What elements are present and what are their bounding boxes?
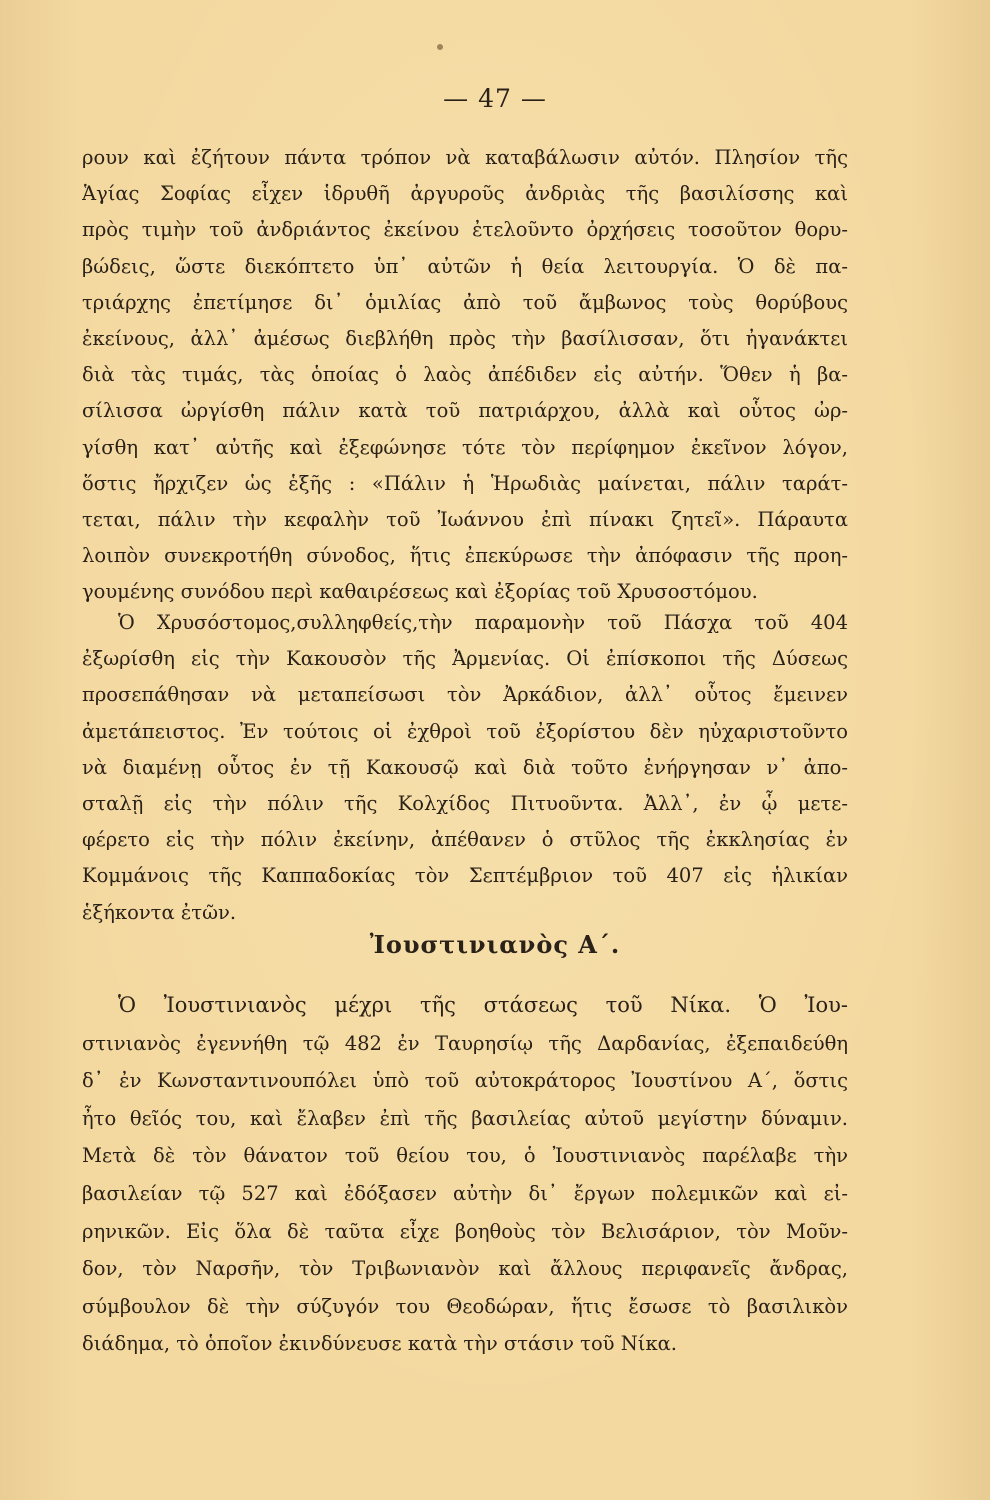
paragraph-chrysostom-exile [82, 605, 848, 931]
text-line: γίσθη κατ᾽ αὐτῆς καὶ ἐξεφώνησε τότε τὸν περίφημον ἐκεῖνον λόγον, [82, 435, 848, 459]
text-line: φέρετο εἰς τὴν πόλιν ἐκείνην, ἀπέθανεν ὁ στῦλος τῆς ἐκκλησίας ἐν [82, 828, 848, 852]
text-line: τριάρχης ἐπετίμησε δι᾽ ὁμιλίας ἀπὸ τοῦ ἄμβωνος τοὺς θορύβους [82, 290, 848, 314]
text-line: τεται, πάλιν τὴν κεφαλὴν τοῦ Ἰωάννου ἐπὶ πίνακι ζητεῖ». Πάραυτα [82, 507, 848, 531]
text-line: ἀμετάπειστος. Ἐν τούτοις οἱ ἐχθροὶ τοῦ ἐξορίστου δὲν ηὐχαριστοῦντο [82, 719, 848, 743]
text-line: διάδημα, τὸ ὁποῖον ἐκινδύνευσε κατὰ τὴν στάσιν τοῦ Νίκα. [82, 1332, 677, 1356]
text-line: ἑξήκοντα ἐτῶν. [82, 900, 237, 924]
text-line: Κομμάνοις τῆς Καππαδοκίας τὸν Σεπτέμβριον τοῦ 407 εἰς ἡλικίαν [82, 864, 848, 888]
text-line: Ὁ Ἰουστινιανὸς μέχρι τῆς στάσεως τοῦ Νίκα. Ὁ Ἰου- [118, 993, 848, 1017]
text-line: δον, τὸν Ναρσῆν, τὸν Τριβωνιανὸν καὶ ἄλλους περιφανεῖς ἄνδρας, [82, 1257, 848, 1281]
text-line: ἦτο θεῖός του, καὶ ἔλαβεν ἐπὶ τῆς βασιλείας αὐτοῦ μεγίστην δύναμιν. [82, 1106, 848, 1130]
ink-spot [437, 44, 443, 50]
text-line: Μετὰ δὲ τὸν θάνατον τοῦ θείου του, ὁ Ἰουστινιανὸς παρέλαβε τὴν [82, 1144, 848, 1168]
text-line: γουμένης συνόδου περὶ καθαιρέσεως καὶ ἐξορίας τοῦ Χρυσοστόμου. [82, 580, 758, 604]
text-line: λοιπὸν συνεκροτήθη σύνοδος, ἥτις ἐπεκύρωσε τὴν ἀπόφασιν τῆς προη- [82, 544, 848, 568]
text-line: σίλισσα ὠργίσθη πάλιν κατὰ τοῦ πατριάρχου, ἀλλὰ καὶ οὗτος ὠρ- [82, 399, 848, 423]
text-line: βώδεις, ὥστε διεκόπτετο ὑπ᾽ αὐτῶν ἡ θεία λειτουργία. Ὁ δὲ πα- [82, 254, 848, 278]
text-line: δ᾽ ἐν Κωνσταντινουπόλει ὑπὸ τοῦ αὐτοκράτορος Ἰουστίνου Α΄, ὅστις [82, 1069, 848, 1093]
text-line: Ἁγίας Σοφίας εἶχεν ἱδρυθῆ ἀργυροῦς ἀνδριὰς τῆς βασιλίσσης καὶ [82, 182, 848, 206]
text-line: ρηνικῶν. Εἰς ὅλα δὲ ταῦτα εἶχε βοηθοὺς τὸν Βελισάριον, τὸν Μοῦν- [82, 1219, 848, 1243]
text-line: βασιλείαν τῷ 527 καὶ ἐδόξασεν αὐτὴν δι᾽ ἔργων πολεμικῶν καὶ εἰ- [82, 1181, 848, 1205]
text-line: σύμβουλον δὲ τὴν σύζυγόν του Θεοδώραν, ἥτις ἔσωσε τὸ βασιλικὸν [82, 1294, 848, 1318]
text-line: ἐκείνους, ἀλλ᾽ ἀμέσως διεβλήθη πρὸς τὴν βασίλισσαν, ὅτι ἠγανάκτει [82, 326, 848, 350]
text-line: σταλῇ εἰς τὴν πόλιν τῆς Κολχίδος Πιτυοῦντα. Ἀλλ᾽, ἐν ᾧ μετε- [82, 791, 848, 815]
text-line: νὰ διαμένῃ οὗτος ἐν τῇ Κακουσῷ καὶ διὰ τοῦτο ἐνήργησαν ν᾽ ἀπο- [82, 755, 848, 779]
page-number: — 47 — [443, 84, 547, 113]
paragraph-justinian [82, 987, 848, 1363]
section-heading: Ἰουστινιανὸς Α΄. [369, 930, 621, 959]
text-line: προσεπάθησαν νὰ μεταπείσωσι τὸν Ἀρκάδιον, ἀλλ᾽ οὗτος ἔμεινεν [82, 683, 848, 707]
paragraph-chrysostom-conflict [82, 140, 848, 610]
text-line: στινιανὸς ἐγεννήθη τῷ 482 ἐν Ταυρησίῳ τῆς Δαρδανίας, ἐξεπαιδεύθη [82, 1031, 848, 1055]
text-line: διὰ τὰς τιμάς, τὰς ὁποίας ὁ λαὸς ἀπέδιδεν εἰς αὐτήν. Ὅθεν ἡ βα- [82, 363, 848, 387]
text-line: ρουν καὶ ἐζήτουν πάντα τρόπον νὰ καταβάλωσιν αὐτόν. Πλησίον τῆς [82, 146, 848, 169]
text-line: Ὁ Χρυσόστομος,συλληφθείς,τὴν παραμονὴν τοῦ Πάσχα τοῦ 404 [118, 611, 848, 634]
text-line: πρὸς τιμὴν τοῦ ἀνδριάντος ἐκείνου ἐτελοῦντο ὀρχήσεις τοσοῦτον θορυ- [82, 218, 848, 242]
text-line: ἐξωρίσθη εἰς τὴν Κακουσὸν τῆς Ἀρμενίας. Οἱ ἐπίσκοποι τῆς Δύσεως [82, 647, 848, 671]
text-line: ὅστις ἤρχιζεν ὡς ἑξῆς : «Πάλιν ἡ Ἡρωδιὰς μαίνεται, πάλιν ταράτ- [82, 471, 848, 495]
